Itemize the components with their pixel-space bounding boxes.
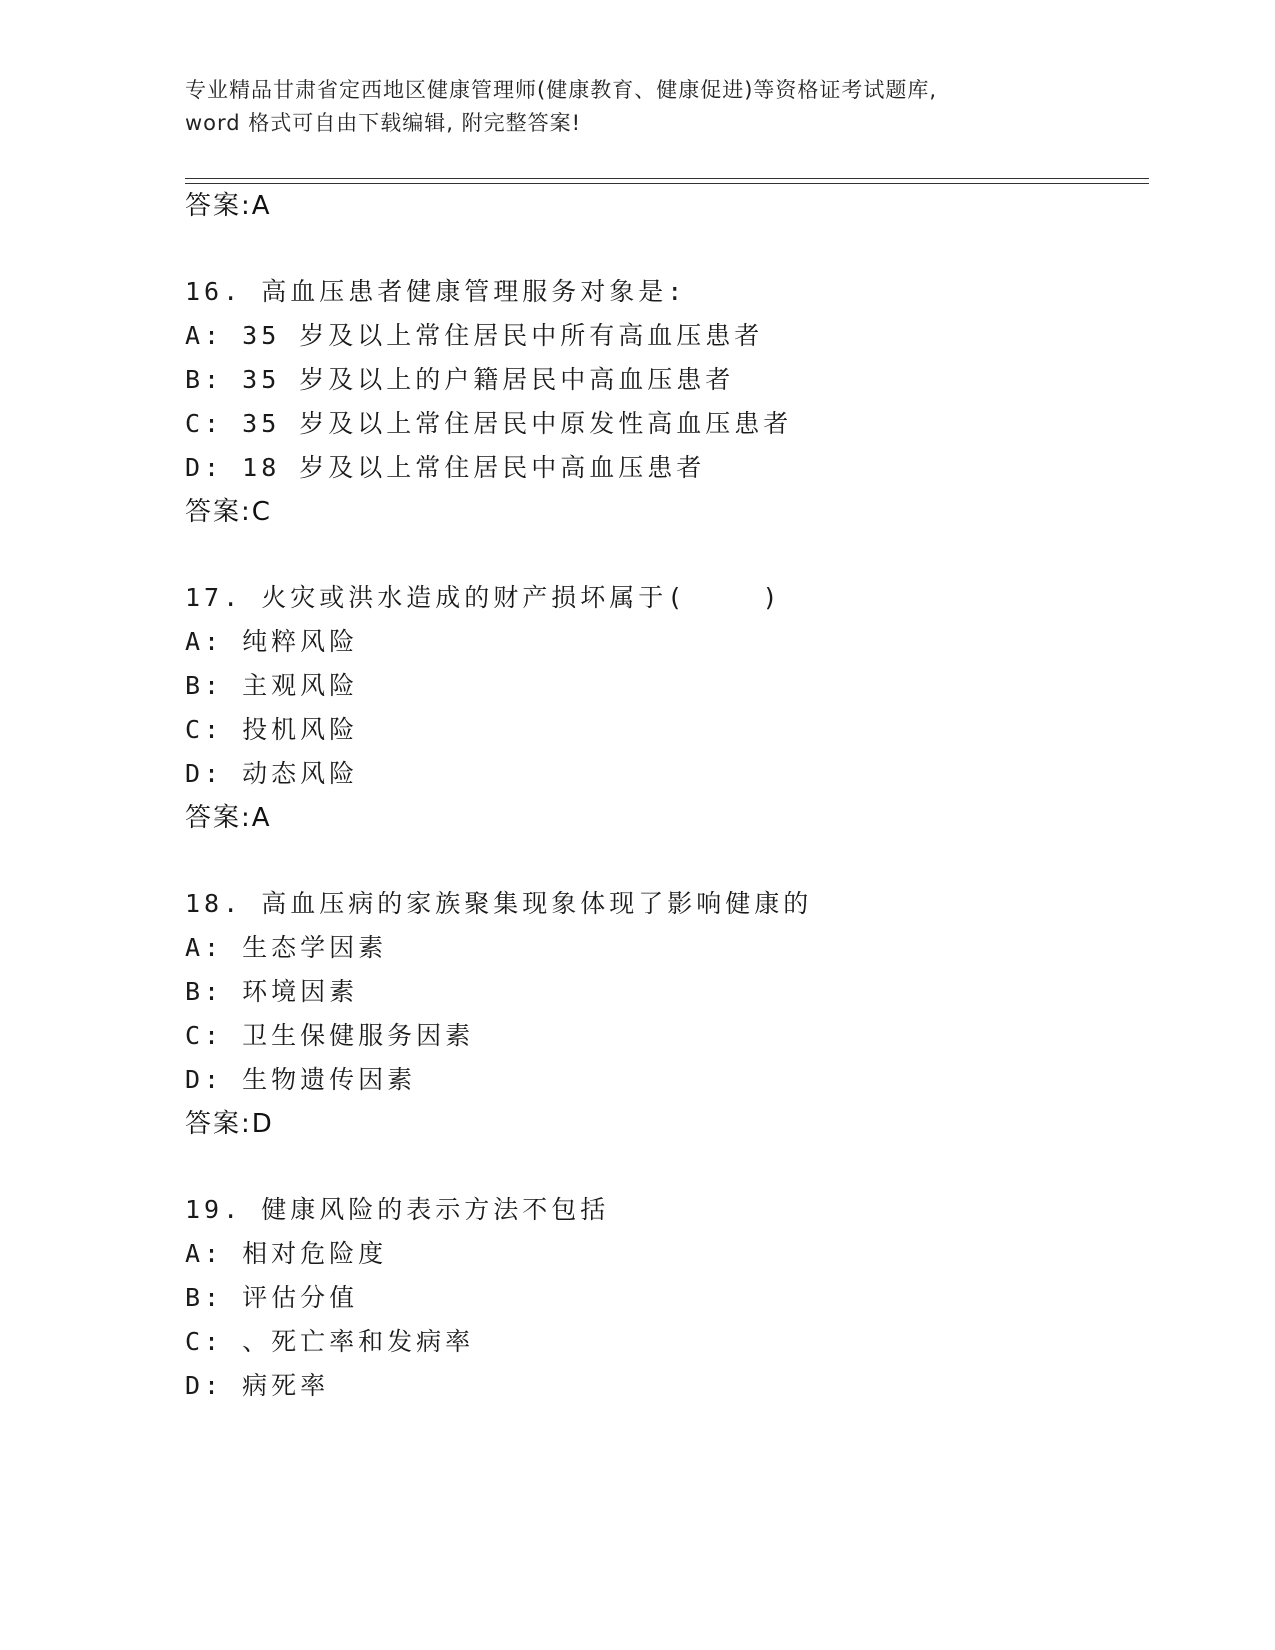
answer-16: 答案:C (185, 497, 272, 527)
question-17-option-a: A: 纯粹风险 (185, 627, 359, 656)
question-17-option-b: B: 主观风险 (185, 671, 359, 700)
question-19-stem: 19. 健康风险的表示方法不包括 (185, 1195, 610, 1224)
answer-15: 答案:A (185, 191, 272, 221)
header-divider-top (185, 178, 1149, 179)
header-line-1: 专业精品甘肃省定西地区健康管理师(健康教育、健康促进)等资格证考试题库, (185, 78, 938, 102)
question-18-option-c: C: 卫生保健服务因素 (185, 1021, 475, 1050)
question-18-option-b: B: 环境因素 (185, 977, 359, 1006)
question-17-option-d: D: 动态风险 (185, 759, 359, 788)
document-header (185, 74, 1085, 140)
question-16-option-a: A: 35 岁及以上常住居民中所有高血压患者 (185, 321, 764, 350)
answer-17: 答案:A (185, 803, 272, 833)
question-16-option-d: D: 18 岁及以上常住居民中高血压患者 (185, 453, 706, 482)
answer-18: 答案:D (185, 1109, 274, 1139)
question-19-option-b: B: 评估分值 (185, 1283, 359, 1312)
question-18-option-a: A: 生态学因素 (185, 933, 388, 962)
question-16-option-b: B: 35 岁及以上的户籍居民中高血压患者 (185, 365, 735, 394)
question-17-stem: 17. 火灾或洪水造成的财产损坏属于( ) (185, 583, 782, 612)
question-16-stem: 16. 高血压患者健康管理服务对象是: (185, 277, 687, 306)
question-19-option-a: A: 相对危险度 (185, 1239, 388, 1268)
question-19-option-c: C: 、死亡率和发病率 (185, 1327, 475, 1356)
header-line-2: word 格式可自由下载编辑, 附完整答案! (185, 111, 582, 135)
header-divider-bottom (185, 183, 1149, 184)
question-16-option-c: C: 35 岁及以上常住居民中原发性高血压患者 (185, 409, 793, 438)
question-17-option-c: C: 投机风险 (185, 715, 359, 744)
question-18-stem: 18. 高血压病的家族聚集现象体现了影响健康的 (185, 889, 813, 918)
question-19-option-d: D: 病死率 (185, 1371, 330, 1400)
question-18-option-d: D: 生物遗传因素 (185, 1065, 417, 1094)
